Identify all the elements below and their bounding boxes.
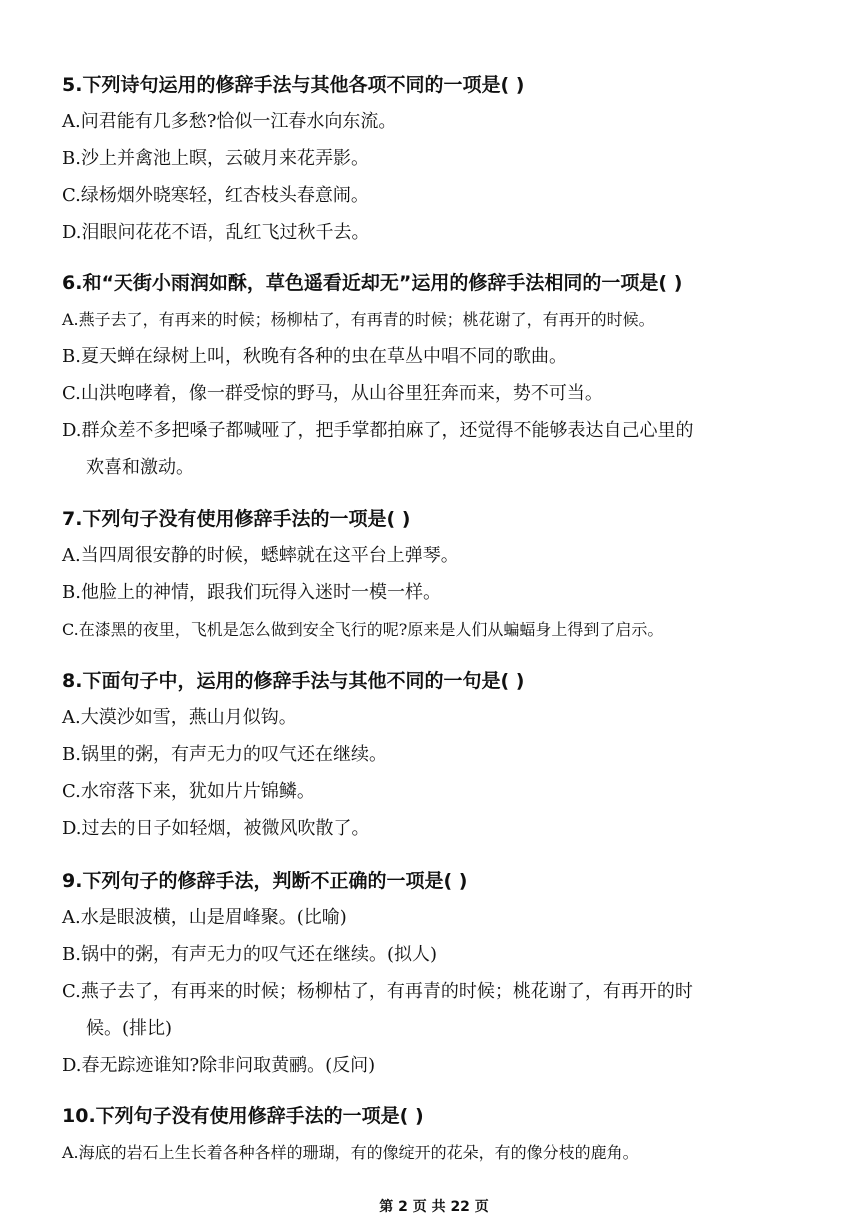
option-d: D.过去的日子如轻烟，被微风吹散了。 — [62, 818, 370, 839]
option-c: C.在漆黑的夜里，飞机是怎么做到安全飞行的呢?原来是人们从蝙蝠身上得到了启示。 — [62, 620, 664, 639]
option-c-text: C.燕子去了，有再来的时候；杨柳枯了，有再青的时候；桃花谢了，有再开的时 — [62, 981, 693, 1002]
question-title: 8.下面句子中，运用的修辞手法与其他不同的一句是( ) — [62, 670, 525, 692]
option-d: D.春无踪迹谁知?除非问取黄鹂。(反问) — [62, 1055, 376, 1076]
option-b: B.沙上并禽池上暝，云破月来花弄影。 — [62, 148, 369, 169]
option-a: A.燕子去了，有再来的时候；杨柳枯了，有再青的时候；桃花谢了，有再开的时候。 — [62, 310, 655, 329]
option-a: A.问君能有几多愁?恰似一江春水向东流。 — [62, 111, 397, 132]
option-d: D.泪眼问花花不语，乱红飞过秋千去。 — [62, 222, 370, 243]
option-c-continuation: 候。(排比) — [86, 1018, 173, 1039]
question-5 — [62, 72, 838, 256]
option-a: A.大漠沙如雪，燕山月似钩。 — [62, 707, 297, 728]
option-a: A.海底的岩石上生长着各种各样的珊瑚，有的像绽开的花朵，有的像分枝的鹿角。 — [62, 1143, 639, 1162]
question-9 — [62, 868, 838, 1089]
question-title: 9.下列句子的修辞手法，判断不正确的一项是( ) — [62, 870, 468, 892]
question-title: 10.下列句子没有使用修辞手法的一项是( ) — [62, 1105, 424, 1127]
question-6 — [62, 270, 838, 491]
question-title: 7.下列句子没有使用修辞手法的一项是( ) — [62, 508, 411, 530]
option-a: A.当四周很安静的时候，蟋蟀就在这平台上弹琴。 — [62, 545, 459, 566]
option-d — [62, 417, 838, 481]
option-c: C.水帘落下来，犹如片片锦鳞。 — [62, 781, 315, 802]
option-b: B.夏天蝉在绿树上叫，秋晚有各种的虫在草丛中唱不同的歌曲。 — [62, 346, 567, 367]
option-b: B.锅中的粥，有声无力的叹气还在继续。(拟人) — [62, 944, 437, 965]
option-b: B.锅里的粥，有声无力的叹气还在继续。 — [62, 744, 387, 765]
option-c: C.山洪咆哮着，像一群受惊的野马，从山谷里狂奔而来，势不可当。 — [62, 383, 603, 404]
page-number-footer: 第 2 页 共 22 页 — [379, 1199, 489, 1215]
option-b: B.他脸上的神情，跟我们玩得入迷时一模一样。 — [62, 582, 441, 603]
question-title: 6.和“天街小雨润如酥，草色遥看近却无”运用的修辞手法相同的一项是( ) — [62, 272, 683, 294]
option-a: A.水是眼波横，山是眉峰聚。(比喻) — [62, 907, 347, 928]
option-c: C.绿杨烟外晓寒轻，红杏枝头春意闹。 — [62, 185, 369, 206]
question-10 — [62, 1103, 838, 1176]
question-title: 5.下列诗句运用的修辞手法与其他各项不同的一项是( ) — [62, 74, 525, 96]
option-c — [62, 978, 838, 1042]
question-7 — [62, 506, 838, 653]
option-d-continuation: 欢喜和激动。 — [86, 457, 194, 478]
question-8 — [62, 668, 838, 852]
option-d-text: D.群众差不多把嗓子都喊哑了，把手掌都拍麻了，还觉得不能够表达自己心里的 — [62, 420, 694, 441]
